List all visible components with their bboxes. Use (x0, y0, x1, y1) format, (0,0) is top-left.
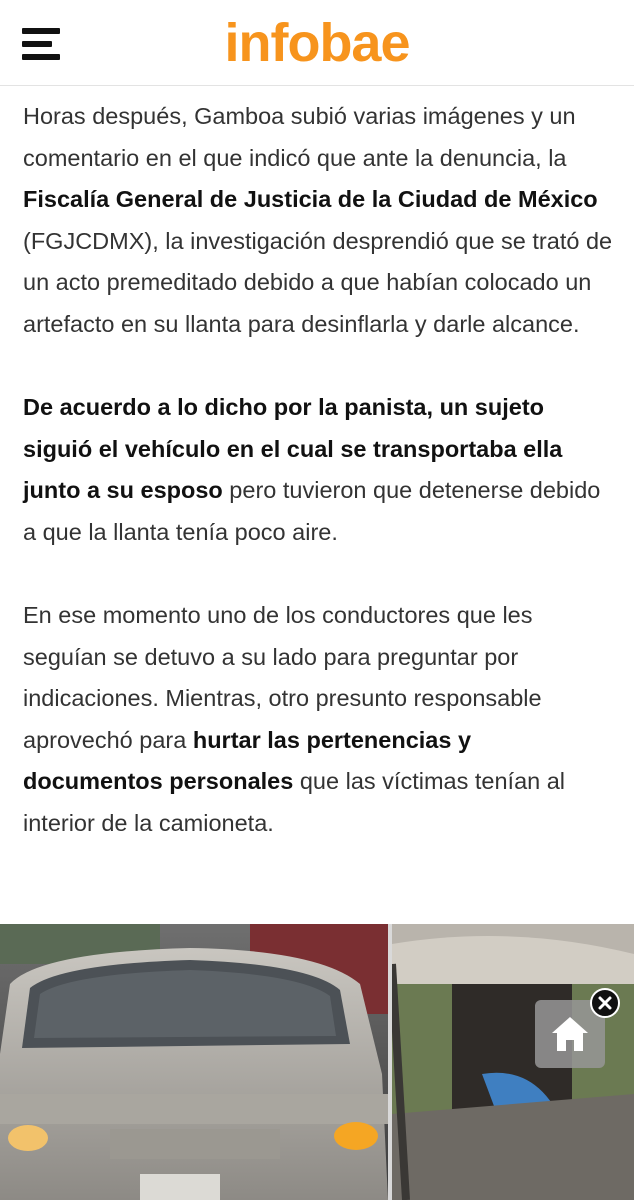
paragraph-text: pero tuvieron que detenerse debido a que la llanta tenía poco aire. (23, 477, 601, 545)
article-paragraph-1 (23, 96, 617, 345)
site-logo[interactable]: infobae (224, 13, 410, 73)
close-button[interactable] (590, 988, 620, 1018)
home-icon (550, 1015, 590, 1053)
site-header (0, 0, 634, 86)
car-photo-left (0, 924, 388, 1200)
paragraph-text: que las víctimas tenían al interior de la camioneta. (23, 768, 566, 836)
paragraph-text: En ese momento uno de los conductores que les seguían se detuvo a su lado para preguntar por indicaciones. Mientras, otro presunto responsable aprovechó para (23, 602, 542, 753)
paragraph-bold-text: Fiscalía General de Justicia de la Ciudad de México (23, 186, 598, 212)
paragraph-text: Horas después, Gamboa subió varias imágenes y un comentario en el que indicó que ante la denuncia, la (23, 103, 576, 171)
close-icon (597, 995, 613, 1011)
paragraph-text: (FGJCDMX), la investigación desprendió que se trató de un acto premeditado debido a que habían colocado un artefacto en su llanta para desinflarla y darle alcance. (23, 227, 613, 337)
paragraph-bold-text: hurtar las pertenencias y documentos personales (23, 726, 472, 794)
article-paragraph-2 (23, 387, 617, 553)
article-paragraph-3 (23, 595, 617, 844)
article-body (23, 96, 617, 886)
paragraph-bold-text: De acuerdo a lo dicho por la panista, un sujeto siguió el vehículo en el cual se transportaba ella junto a su esposo (23, 394, 563, 503)
